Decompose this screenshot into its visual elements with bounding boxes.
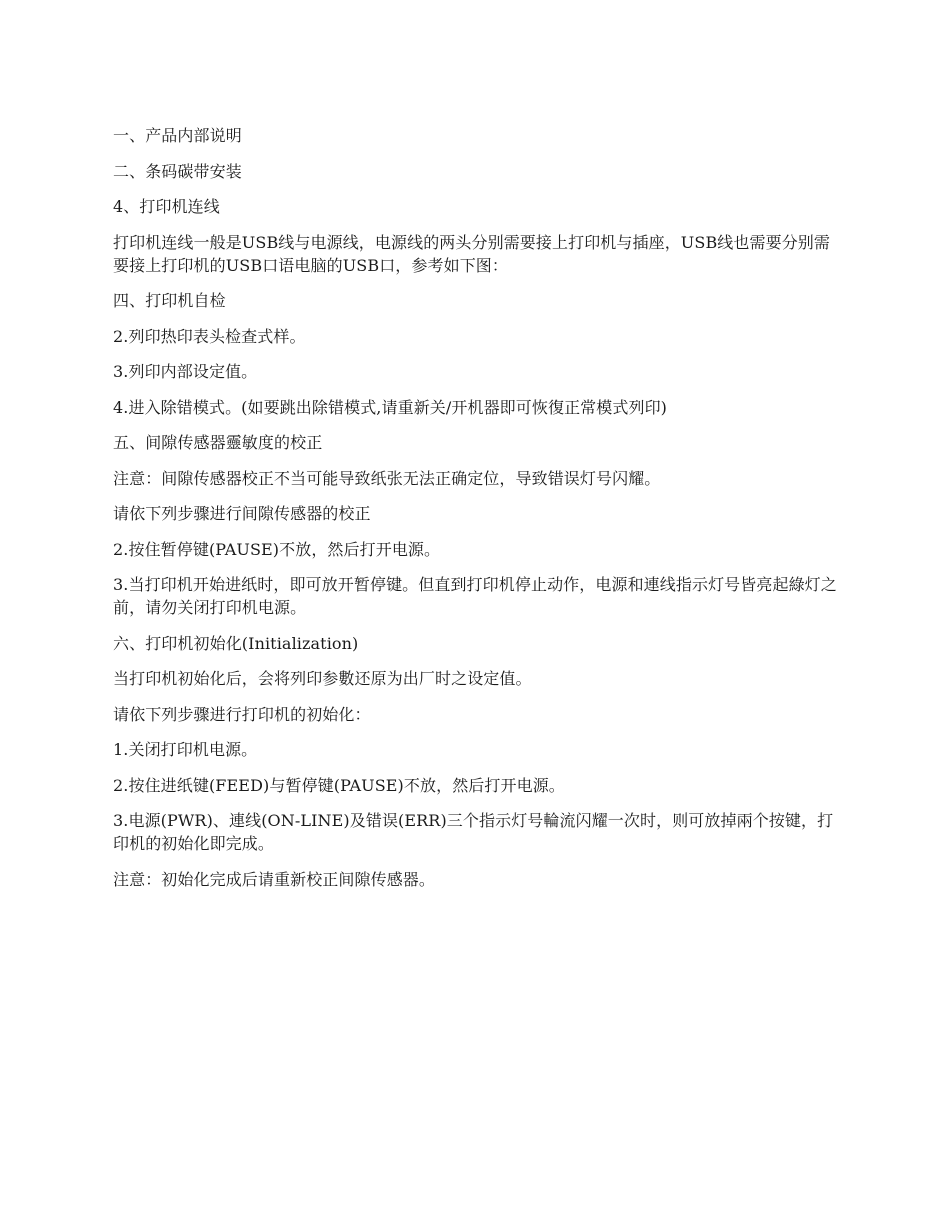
heading-printer-connection: 4、打印机连线 xyxy=(113,197,220,216)
heading-self-test: 四、打印机自检 xyxy=(113,291,226,310)
note-recalibrate: 注意：初始化完成后请重新校正间隙传感器。 xyxy=(113,869,436,889)
document-body xyxy=(113,124,840,903)
list-item-hold-pause: 2.按住暂停键(PAUSE)不放，然后打开电源。 xyxy=(113,539,441,559)
heading-product-internal: 一、产品内部说明 xyxy=(113,126,242,145)
paragraph-initialization-intro: 请依下列步骤进行打印机的初始化： xyxy=(113,704,371,724)
list-item-hold-feed-pause: 2.按住进纸键(FEED)与暂停键(PAUSE)不放，然后打开电源。 xyxy=(113,775,565,795)
heading-ribbon-install: 二、条码碳带安装 xyxy=(113,161,242,181)
list-item-power-off: 1.关闭打印机电源。 xyxy=(113,740,258,759)
list-item-print-head-test: 2.列印热印表头检查式样。 xyxy=(113,326,306,346)
paragraph-initialization-description: 当打印机初始化后，会将列印参數还原为出厂时之设定值。 xyxy=(113,669,532,688)
list-item-debug-mode: 4.进入除错模式。(如要跳出除错模式,请重新关/开机器即可恢復正常模式列印) xyxy=(113,397,668,417)
list-item-print-settings: 3.列印内部设定值。 xyxy=(113,362,258,381)
note-gap-sensor-warning: 注意：间隙传感器校正不当可能导致纸张无法正确定位，导致错误灯号闪耀。 xyxy=(113,468,661,488)
paragraph-connection-description: 打印机连线一般是USB线与电源线，电源线的两头分别需要接上打印机与插座，USB线也需要分别需要接上打印机的USB口语电脑的USB口，参考如下图： xyxy=(113,232,831,275)
list-item-release-buttons: 3.电源(PWR)、連线(ON-LINE)及错误(ERR)三个指示灯号輪流闪耀一次时，则可放掉兩个按键，打印机的初始化即完成。 xyxy=(113,811,834,853)
heading-gap-sensor-calibration: 五、间隙传感器靈敏度的校正 xyxy=(113,433,323,452)
paragraph-calibration-intro: 请依下列步骤进行间隙传感器的校正 xyxy=(113,504,371,523)
list-item-release-pause: 3.当打印机开始进纸时，即可放开暂停键。但直到打印机停止动作，电源和連线指示灯号皆亮起綠灯之前，请勿关闭打印机电源。 xyxy=(113,575,837,617)
heading-initialization: 六、打印机初始化(Initialization) xyxy=(113,633,359,653)
